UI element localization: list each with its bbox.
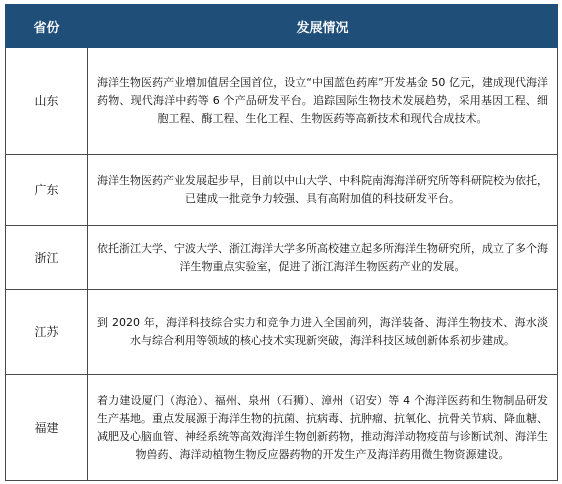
table-header: [6, 5, 558, 48]
table-body: [6, 48, 558, 481]
description-text: 依托浙江大学、宁波大学、浙江海洋大学多所高校建立起多所海洋生物研究所，成立了多个海洋生物重点实验室，促进了浙江海洋生物医药产业的发展。: [97, 241, 548, 273]
description-cell: [88, 226, 558, 290]
description-cell: [88, 48, 558, 155]
description-text: 到 2020 年，海洋科技综合实力和竞争力进入全国前列，海洋装备、海洋生物技术、海水淡水与综合利用等领域的核心技术实现新突破，海洋科技区域创新体系初步建成。: [97, 316, 548, 347]
province-cell: 广东: [6, 155, 88, 226]
table-row: [6, 375, 558, 481]
description-text: 海洋生物医药产业增加值居全国首位，设立“中国蓝色药库”开发基金 50 亿元，建成现代海洋药物、现代海洋中药等 6 个产品研发平台。追踪国际生物技术发展趋势，采用基因工程、细胞工程、酶工程、生化工程、生物医药等高新技术和现代合成技术。: [97, 76, 548, 125]
header-province: 省份: [6, 5, 88, 48]
province-cell: 福建: [6, 375, 88, 481]
province-development-table: [5, 4, 558, 481]
description-text: 海洋生物医药产业发展起步早，目前以中山大学、中科院南海海洋研究所等科研院校为依托，已建成一批竞争力较强、具有高附加值的科技研发平台。: [97, 174, 548, 205]
description-cell: [88, 290, 558, 375]
province-cell: 江苏: [6, 290, 88, 375]
table-row: [6, 155, 558, 226]
province-cell: 山东: [6, 48, 88, 155]
table-row: [6, 290, 558, 375]
province-cell: 浙江: [6, 226, 88, 290]
header-row: [6, 5, 558, 48]
description-text: 着力建设厦门（海沧）、福州、泉州（石狮）、漳州（诏安）等 4 个海洋医药和生物制品研发生产基地。重点发展源于海洋生物的抗菌、抗病毒、抗肿瘤、抗氧化、抗骨关节病、降血糖、减肥及心脑血管、神经系统等高效海洋生物创新药物，推动海洋动物疫苗与诊断试剂、海洋生物兽药、海洋动植物生物反应器药物的开发生产及海洋药用微生物资源建设。: [97, 393, 548, 461]
table-row: [6, 226, 558, 290]
header-development: 发展情况: [88, 5, 558, 48]
description-cell: [88, 155, 558, 226]
table-row: [6, 48, 558, 155]
description-cell: [88, 375, 558, 481]
